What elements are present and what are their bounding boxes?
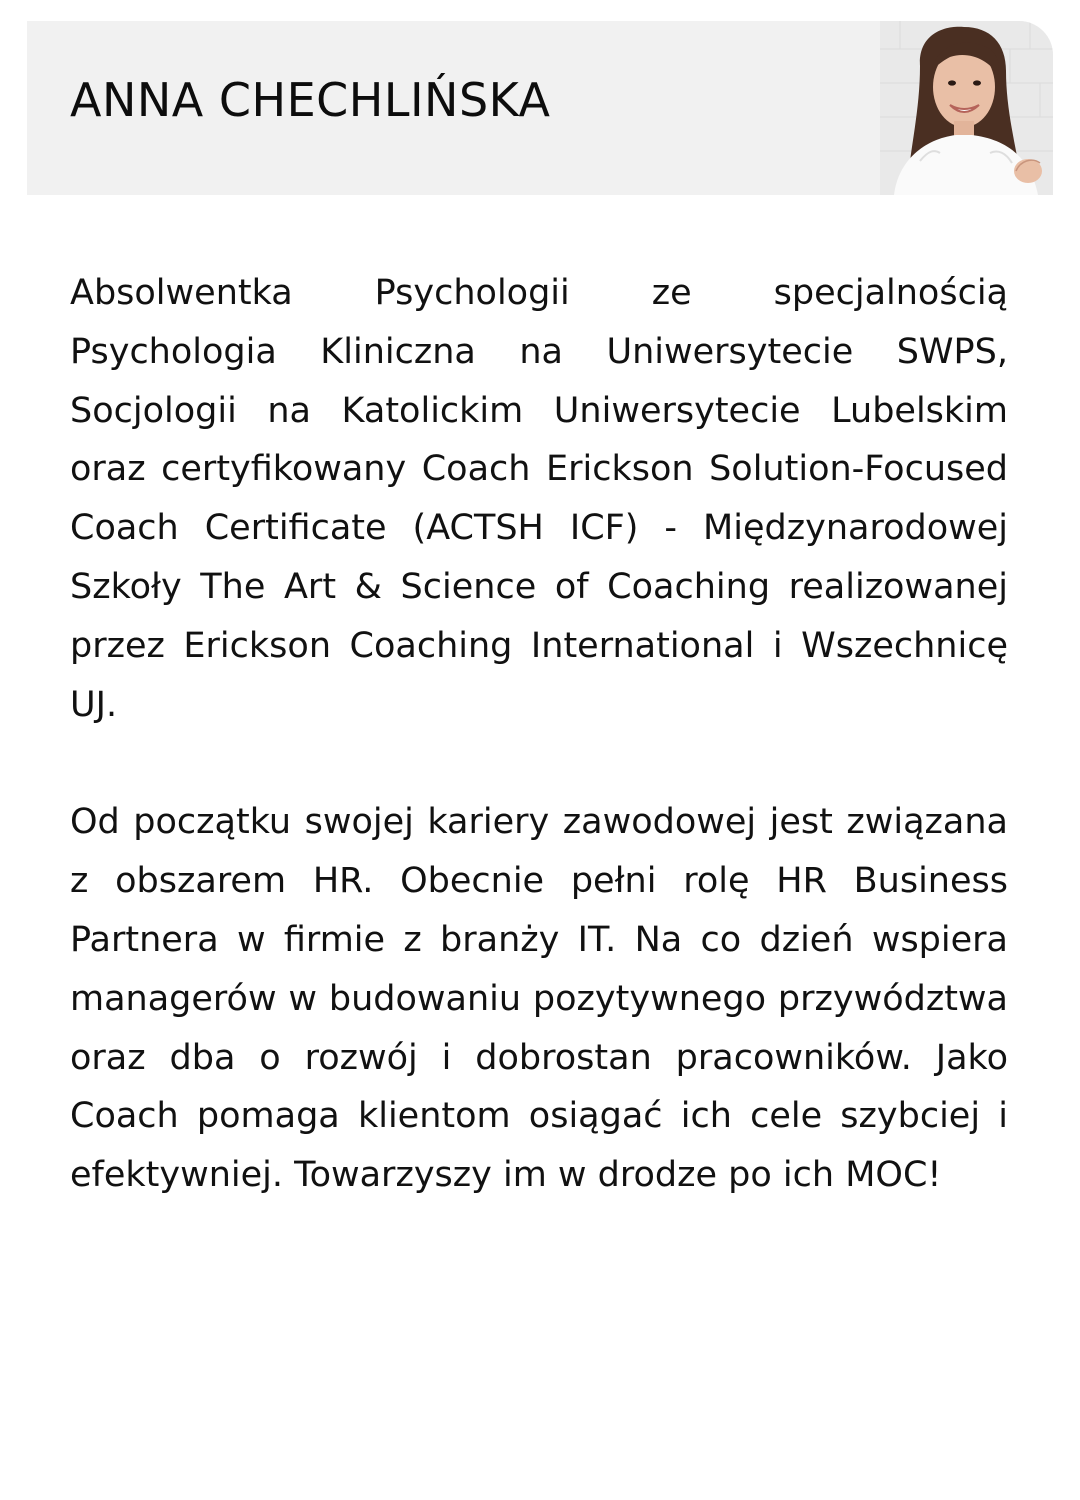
bio-section	[70, 264, 1008, 1205]
bio-paragraph-education: Absolwentka Psychologii ze specjalnością Psychologia Kliniczna na Uniwersytecie SWPS, Socjologii na Katolickim Uniwersytecie Lubelskim oraz certyfikowany Coach Erickson Solution-Focused Coach Certificate (ACTSH ICF) - Międzynarodowej Szkoły The Art & Science of Coaching realizowanej przez Erickson Coaching International i Wszechnicę UJ.	[70, 273, 1008, 725]
bio-paragraph-career: Od początku swojej kariery zawodowej jest związana z obszarem HR. Obecnie pełni rolę HR Business Partnera w firmie z branży IT. Na co dzień wspiera managerów w budowaniu pozytywnego przywództwa oraz dba o rozwój i dobrostan pracowników. Jako Coach pomaga klientom osiągać ich cele szybciej i efektywniej. Towarzyszy im w drodze po ich MOC!	[70, 802, 1008, 1196]
profile-header	[27, 21, 1053, 195]
portrait-photo	[880, 21, 1053, 195]
person-name: ANNA CHECHLIŃSKA	[70, 73, 551, 127]
